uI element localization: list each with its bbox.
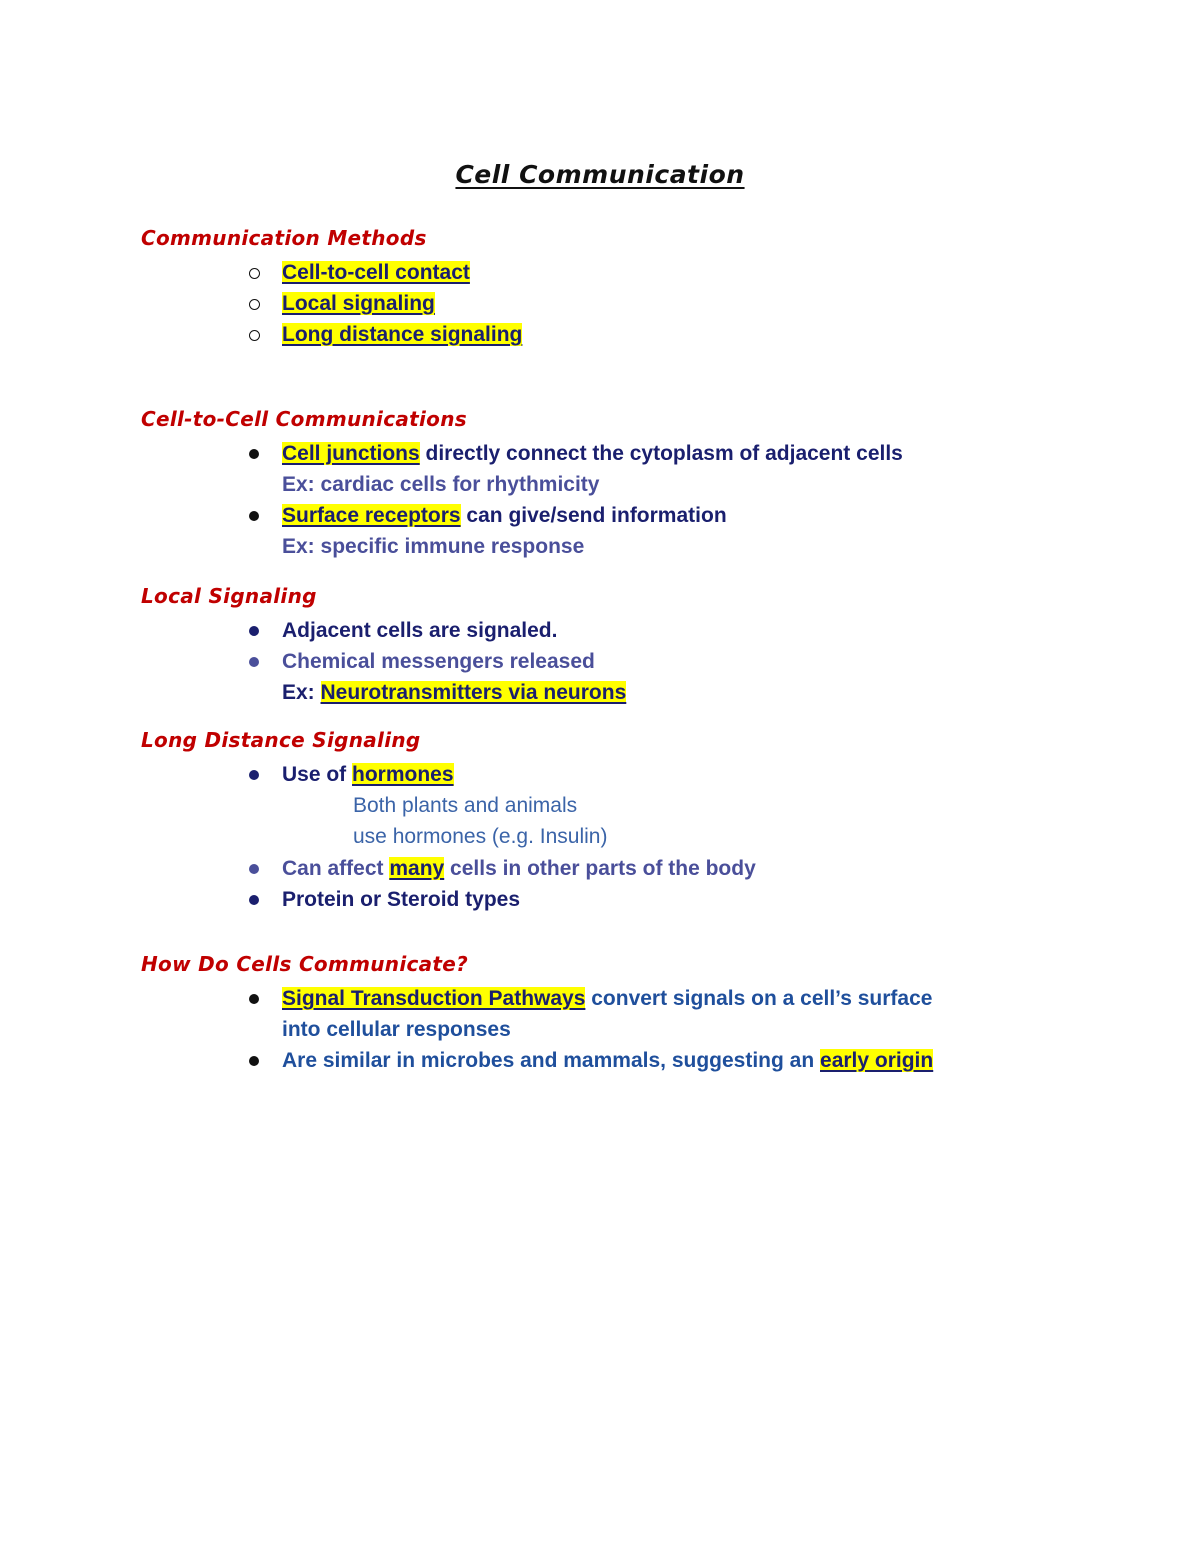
bullet-icon (249, 626, 259, 636)
list-item (282, 441, 903, 467)
item-text: convert signals on a cell’s surface (585, 987, 933, 1010)
sub-note: Both plants and animals (353, 794, 578, 817)
sub-note: use hormones (e.g. Insulin) (353, 825, 608, 848)
section-heading-methods: Communication Methods (141, 226, 427, 250)
list-item (282, 986, 932, 1012)
item-text: Use of (282, 763, 353, 786)
list-item (282, 322, 522, 348)
list-item (282, 856, 756, 882)
list-item (282, 291, 435, 317)
bullet-icon (249, 770, 259, 780)
list-item (282, 260, 470, 286)
hollow-bullet-icon (249, 299, 260, 310)
bullet-icon (249, 449, 259, 459)
page-title: Cell Communication (455, 160, 745, 189)
example-text: Ex: specific immune response (282, 535, 585, 558)
hollow-bullet-icon (249, 330, 260, 341)
item-text: Are similar in microbes and mammals, suggesting an (282, 1049, 821, 1072)
example-prefix: Ex: (282, 681, 321, 704)
bullet-icon (249, 864, 259, 874)
list-item: Chemical messengers released (282, 650, 595, 673)
list-item (282, 1048, 933, 1074)
item-continuation: into cellular responses (282, 1018, 511, 1041)
hollow-bullet-icon (249, 268, 260, 279)
list-item (282, 762, 454, 788)
list-item (282, 503, 727, 529)
highlighted-term: Surface receptors (282, 504, 461, 527)
item-text: directly connect the cytoplasm of adjacent cells (419, 442, 903, 465)
highlighted-term: early origin (820, 1049, 934, 1072)
list-item: Adjacent cells are signaled. (282, 619, 558, 642)
highlighted-term: Local signaling (282, 292, 435, 315)
highlighted-term: many (389, 857, 445, 880)
item-text: cells in other parts of the body (444, 857, 756, 880)
highlighted-term: Neurotransmitters via neurons (320, 681, 627, 704)
bullet-icon (249, 994, 259, 1004)
section-heading-long-distance: Long Distance Signaling (141, 728, 421, 752)
bullet-icon (249, 1056, 259, 1066)
section-heading-local: Local Signaling (141, 584, 317, 608)
example-text: Ex: cardiac cells for rhythmicity (282, 473, 600, 496)
section-heading-how: How Do Cells Communicate? (141, 952, 469, 976)
highlighted-term: Cell-to-cell contact (282, 261, 470, 284)
item-text: can give/send information (460, 504, 727, 527)
bullet-icon (249, 657, 259, 667)
highlighted-term: Cell junctions (282, 442, 420, 465)
bullet-icon (249, 895, 259, 905)
highlighted-term: Signal Transduction Pathways (282, 987, 586, 1010)
item-text: Can affect (282, 857, 390, 880)
example-text (282, 680, 626, 706)
highlighted-term: Long distance signaling (282, 323, 523, 346)
bullet-icon (249, 511, 259, 521)
list-item: Protein or Steroid types (282, 888, 521, 911)
section-heading-cell-to-cell: Cell-to-Cell Communications (141, 407, 467, 431)
highlighted-term: hormones (352, 763, 454, 786)
